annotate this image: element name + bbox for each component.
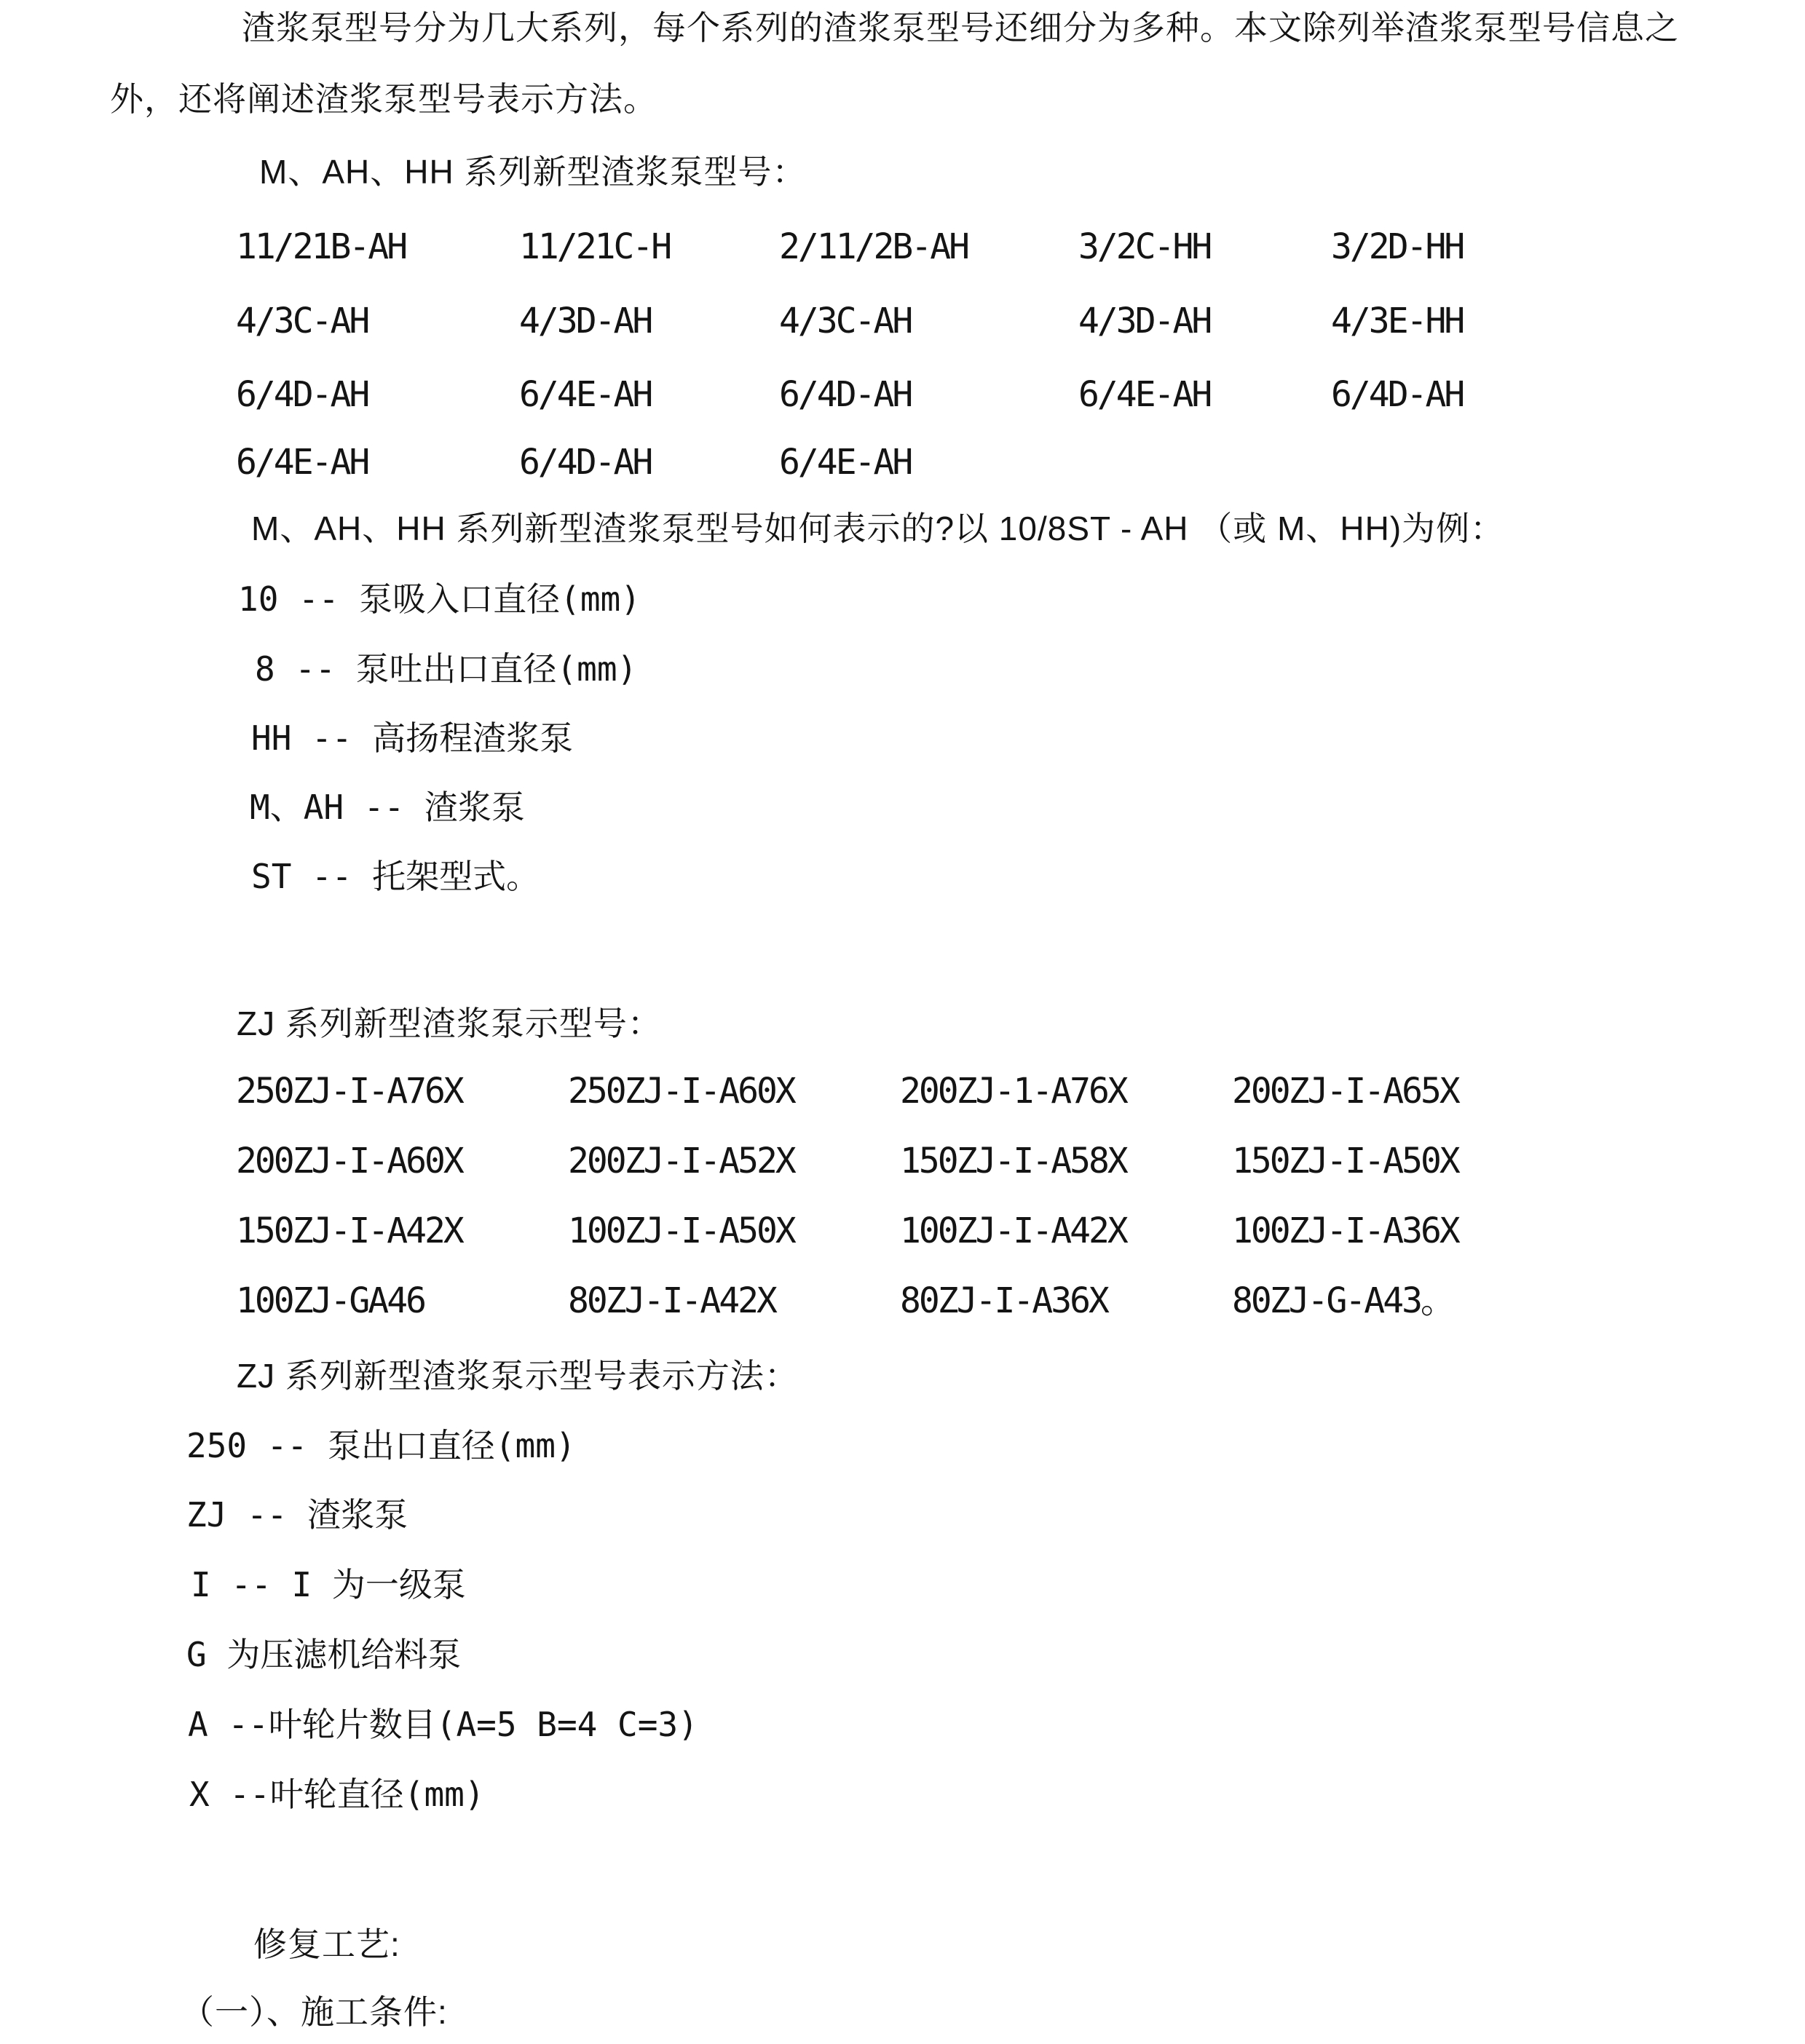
model-cell: 3/2D-HH	[1331, 226, 1464, 267]
model-cell: 200ZJ-I-A52X	[568, 1141, 794, 1181]
model-cell: 11/21B-AH	[236, 226, 406, 267]
model-cell: 4/3C-AH	[779, 301, 912, 341]
definition-x-impeller-diameter: X --叶轮直径(mm)	[189, 1775, 485, 1814]
zj-series-heading: ZJ 系列新型渣浆泵示型号：	[237, 1005, 662, 1042]
model-cell: 4/3C-AH	[236, 301, 368, 341]
model-cell: 6/4E-AH	[236, 442, 368, 483]
model-cell: 100ZJ-I-A36X	[1232, 1211, 1458, 1251]
construction-conditions-heading: （一）、施工条件:	[181, 1993, 448, 2031]
repair-process-heading: 修复工艺:	[253, 1925, 400, 1963]
model-cell: 250ZJ-I-A76X	[236, 1071, 462, 1112]
definition-discharge-diameter: 8 -- 泵吐出口直径(mm)	[255, 649, 638, 689]
model-cell: 4/3D-AH	[1078, 301, 1211, 341]
model-cell: 150ZJ-I-A42X	[236, 1211, 462, 1251]
definition-hh-high-head: HH -- 高扬程渣浆泵	[251, 718, 574, 758]
model-cell: 80ZJ-G-A43。	[1232, 1280, 1453, 1321]
definition-suction-diameter: 10 -- 泵吸入口直径(mm)	[238, 579, 641, 619]
model-cell: 100ZJ-I-A50X	[568, 1211, 794, 1251]
model-cell: 4/3D-AH	[519, 301, 652, 341]
model-cell: 6/4E-AH	[519, 374, 652, 415]
model-cell: 80ZJ-I-A36X	[900, 1280, 1107, 1321]
model-cell: 11/21C-H	[519, 226, 671, 267]
definition-i-single-stage: I -- I 为一级泵	[191, 1565, 466, 1604]
intro-paragraph-line-1: 渣浆泵型号分为几大系列，每个系列的渣浆泵型号还细分为多种。本文除列举渣浆泵型号信息之	[242, 9, 1679, 47]
definition-a-impeller-blades: A --叶轮片数目(A=5 B=4 C=3)	[188, 1705, 698, 1744]
model-cell: 6/4D-AH	[779, 374, 912, 415]
definition-m-ah-slurry-pump: M、AH -- 渣浆泵	[250, 788, 525, 827]
model-cell: 6/4E-AH	[1078, 374, 1211, 415]
model-cell: 150ZJ-I-A58X	[900, 1141, 1126, 1181]
definition-st-bracket-type: ST -- 托架型式。	[251, 857, 540, 896]
definition-g-filter-feed-pump: G 为压滤机给料泵	[186, 1635, 462, 1674]
m-series-howto-line: M、AH、HH 系列新型渣浆泵型号如何表示的?以 10/8ST - AH （或 M、HH)为例：	[251, 510, 1505, 547]
zj-method-heading: ZJ 系列新型渣浆泵示型号表示方法：	[237, 1357, 799, 1395]
model-cell: 3/2C-HH	[1078, 226, 1211, 267]
model-cell: 150ZJ-I-A50X	[1232, 1141, 1458, 1181]
intro-paragraph-line-2: 外，还将阐述渣浆泵型号表示方法。	[110, 80, 657, 118]
m-series-heading: M、AH、HH 系列新型渣浆泵型号：	[259, 153, 807, 191]
model-cell: 100ZJ-I-A42X	[900, 1211, 1126, 1251]
model-cell: 200ZJ-1-A76X	[900, 1071, 1126, 1112]
model-cell: 200ZJ-I-A60X	[236, 1141, 462, 1181]
definition-outlet-diameter: 250 -- 泵出口直径(mm)	[186, 1426, 576, 1465]
model-cell: 6/4D-AH	[236, 374, 368, 415]
model-cell: 2/11/2B-AH	[779, 226, 968, 267]
model-cell: 6/4D-AH	[1331, 374, 1464, 415]
model-cell: 200ZJ-I-A65X	[1232, 1071, 1458, 1112]
model-cell: 6/4D-AH	[519, 442, 652, 483]
model-cell: 4/3E-HH	[1331, 301, 1464, 341]
model-cell: 250ZJ-I-A60X	[568, 1071, 794, 1112]
model-cell: 100ZJ-GA46	[236, 1280, 424, 1321]
model-cell: 6/4E-AH	[779, 442, 912, 483]
definition-zj-slurry-pump: ZJ -- 渣浆泵	[186, 1495, 408, 1534]
model-cell: 80ZJ-I-A42X	[568, 1280, 775, 1321]
